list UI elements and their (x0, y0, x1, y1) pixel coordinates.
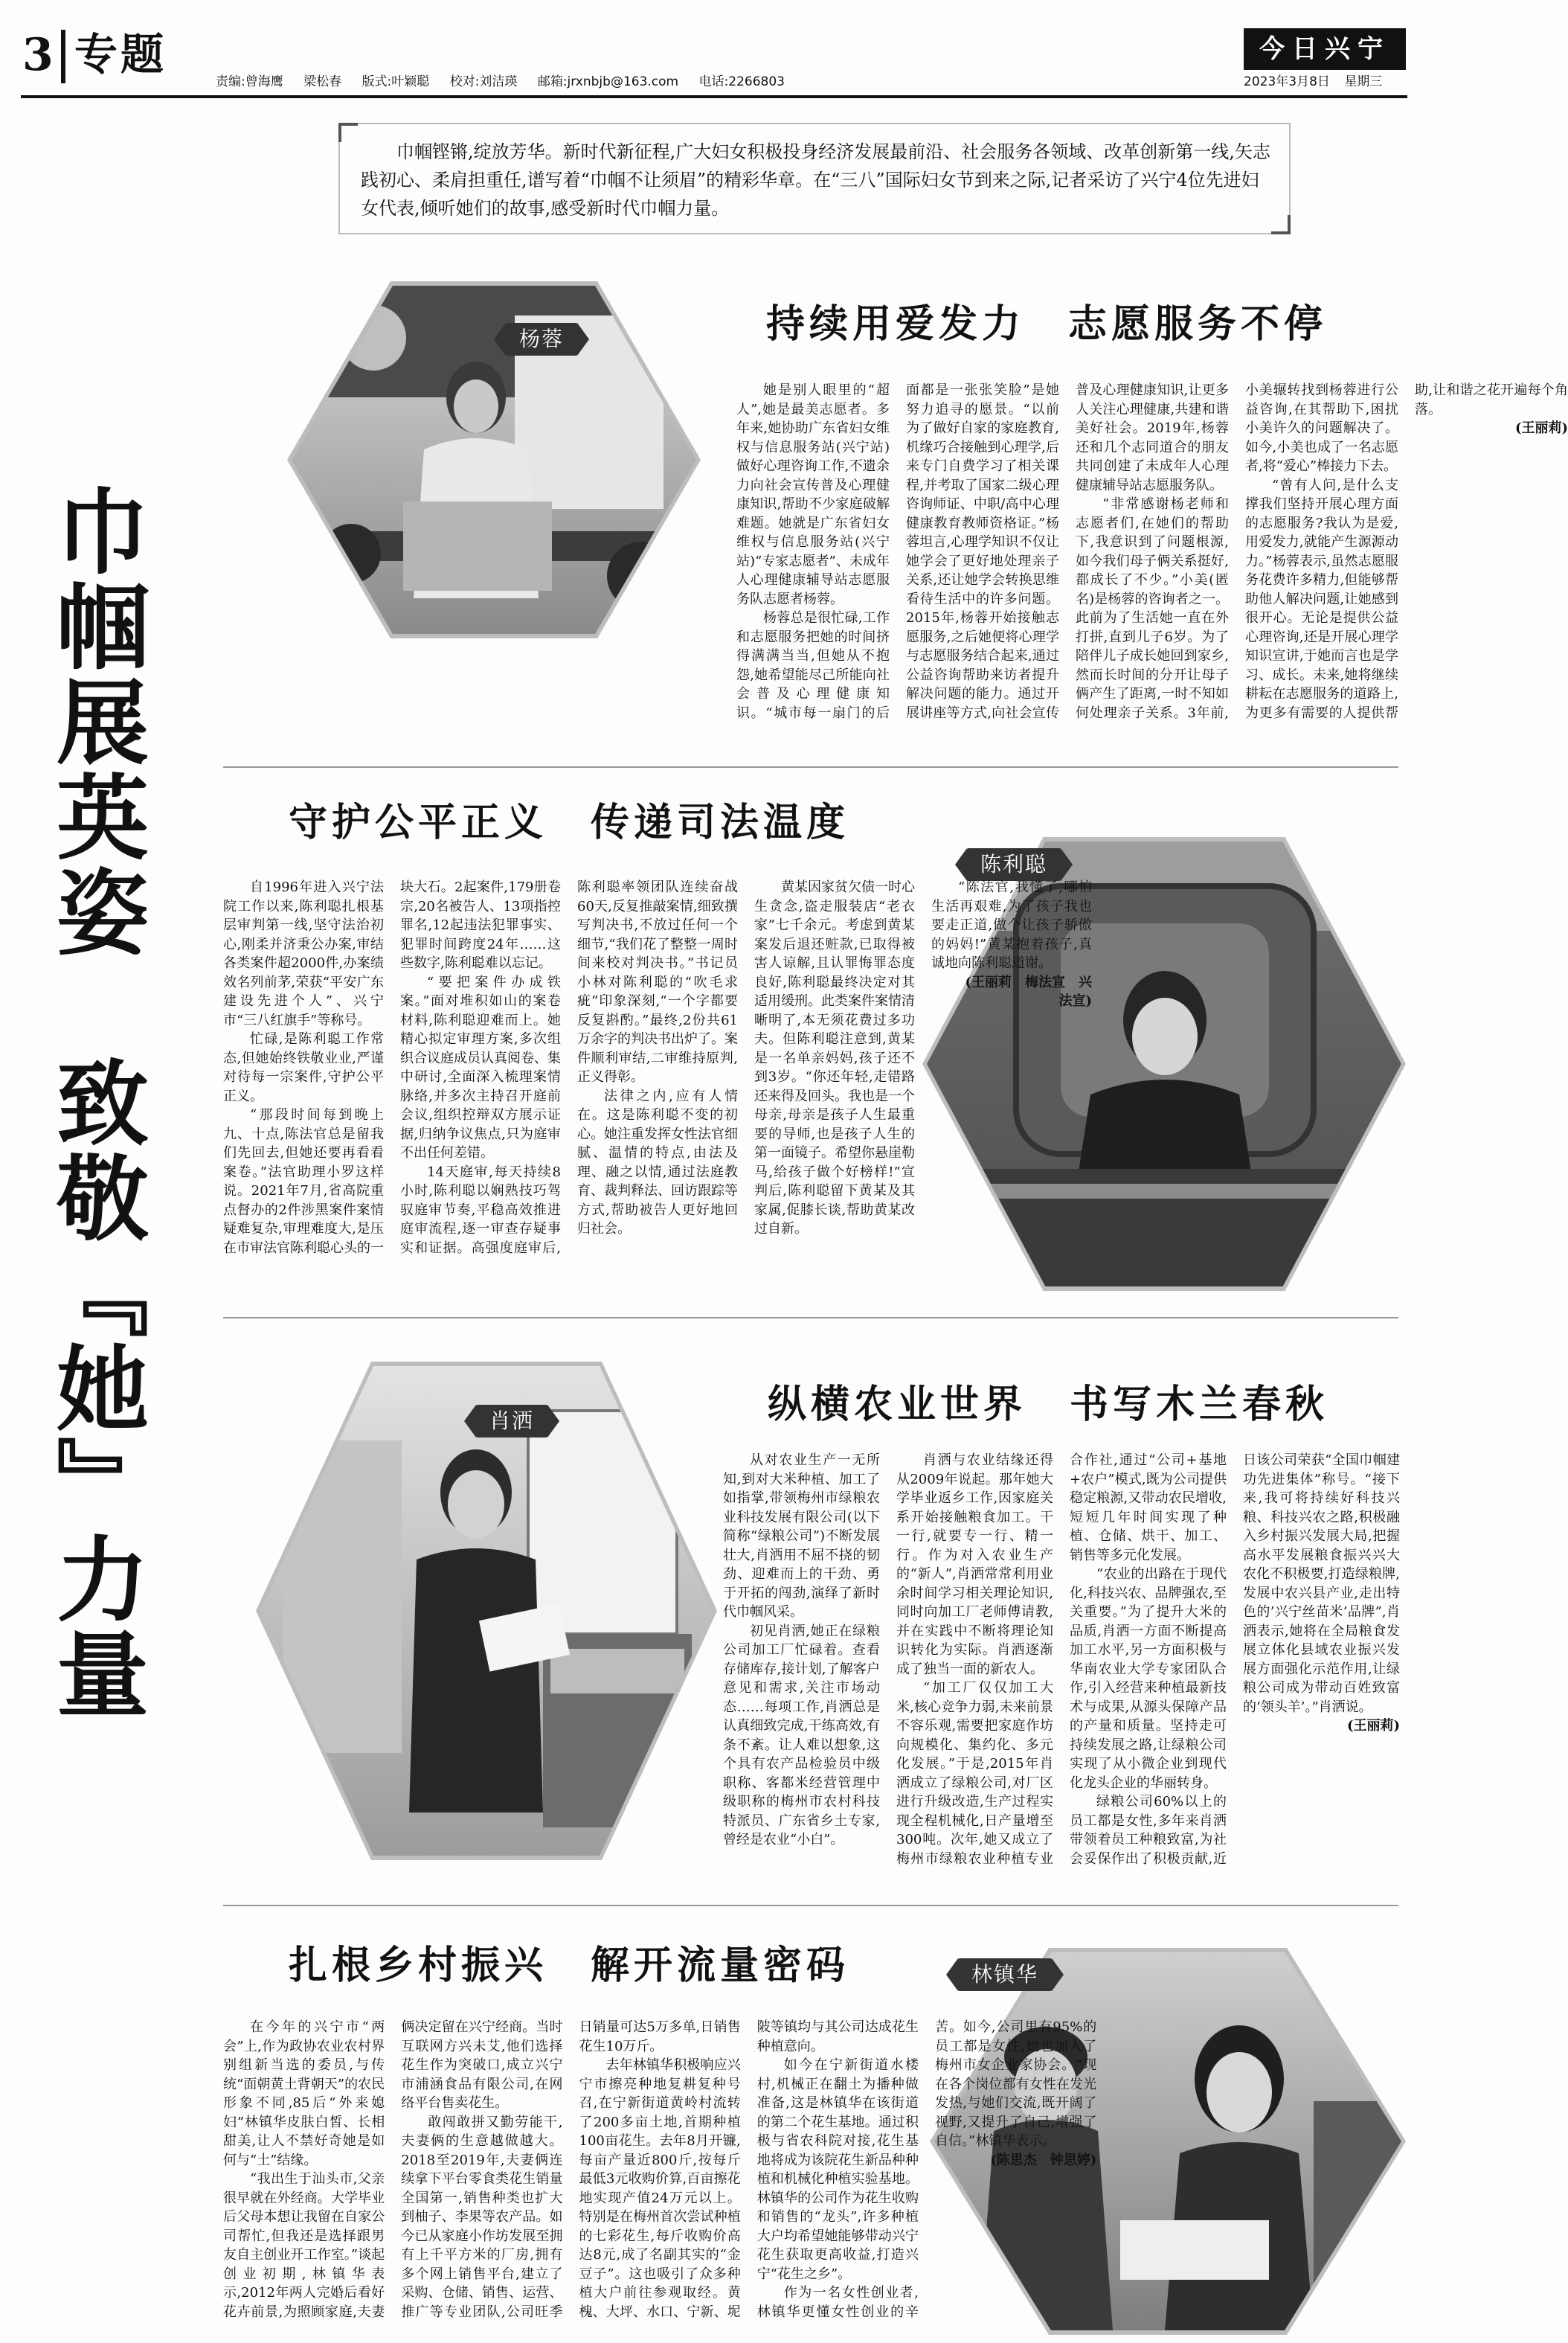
paragraph: 敢闯敢拼又勤劳能干,夫妻俩的生意越做越大。2018至2019年,夫妻俩连续拿下平台零食类花生销量全国第一,销售种类也扩大到柚子、李果等农产品。如今已从家庭小作坊发展至拥有上千平方米的厂房,拥有多个网上销售平台,建立了采购、仓储、销售、运营、推广等专业团队,公司旺季日销量可达5万多单,日销售花生10万斤。 (401, 2019, 741, 2320)
credit-layout: 版式:叶颖聪 (362, 74, 430, 89)
warehouse-photo-icon (260, 1366, 713, 1856)
page-number: 3 (22, 29, 54, 81)
section-divider (223, 766, 1398, 768)
byline: (陈思杰 钟思婷) (990, 2152, 1097, 2168)
paragraph: “非常感谢杨老师和志愿者们,在她们的帮助下,我意识到了问题根源,如今我们母子俩关系挺好,都成长了不少。”小美(匿名)是杨蓉的咨询者之一。此前为了生活她一直在外打拼,直到儿子6岁。为了陪伴儿子成长她回到家乡,然而长时间的分开让母子俩产生了距离,一时不知如何处理亲子关系。3年前,小美辗转找到杨蓉进行公益咨询,在其帮助下,困扰小美许久的问题解决了。如今,小美也成了一名志愿者,将“爱心”棒接力下去。 (1076, 382, 1398, 721)
article-body (736, 381, 1568, 725)
name-tag-chenlicong: 陈利聪 (967, 848, 1061, 881)
section-divider (223, 1317, 1398, 1318)
paragraph: 初见肖洒,她正在绿粮公司加工厂忙碌着。查看存储库存,接计划,了解客户意见和需求,关注市场动态……每项工作,肖洒总是认真细致完成,干练高效,有条不紊。让人难以想象,这个具有农产品检验员中级职称、客都米经营管理中级职称的梅州市农村科技特派员、广东省乡土专家,曾经是农业“小白”。 (723, 1623, 880, 1847)
paragraph: 在今年的兴宁市“两会”上,作为政协农业农村界别组新当选的委员,与传统“面朝黄土背朝天”的农民形象不同,85后“外来媳妇”林镇华皮肤白皙、长相甜美,让人不禁好奇她是如何与“土”结缘。 (223, 2019, 385, 2168)
article-title: 守护公平正义 传递司法温度 (289, 800, 850, 845)
article-title: 持续用爱发力 志愿服务不停 (766, 301, 1328, 347)
page-number-divider (61, 30, 65, 83)
section-name: 专题 (74, 29, 167, 80)
paragraph: 绿粮公司60%以上的员工都是女性,多年来肖洒带领着员工种粮致富,为社会妥保作出了积极贡献,近日该公司荣获“全国巾帼建功先进集体”称号。“接下来,我可将持续好科技兴粮、科技兴农之路,积极融入乡村振兴发展大局,把握高水平发展粮食振兴兴大农化不积极要,打造绿粮牌,发展中农兴县产业,走出特色的’兴宁丝苗米’品牌”,肖洒表示,她将在全局粮食发展立体化县域农业振兴发展方面强化示范作用,让绿粮公司成为带动百姓致富的‘领头羊’。”肖洒说。 (1070, 1452, 1400, 1867)
issue-date (1244, 76, 1392, 89)
paragraph: “要把案件办成铁案。”面对堆积如山的案卷材料,陈利聪迎难而上。她精心拟定审理方案,多次组织合议庭成员认真阅卷、集中研讨,全面深入梳理案情脉络,并多次主持召开庭前会议,组织控辩双方展示证据,归纳争议焦点,只为庭审不出任何差错。 (400, 974, 561, 1161)
credit-proofread: 校对:刘洁瑛 (449, 74, 518, 89)
byline: (王丽莉 梅法宣 兴法宣) (965, 974, 1092, 1009)
intro-box (338, 123, 1291, 234)
main-title: 巾帼展英姿 致敬『她』力量 (41, 484, 149, 1722)
paragraph: 法律之内,应有人情在。这是陈利聪不变的初心。她注重发挥女性法官细腻、温情的特点,由法及理、融之以情,通过法庭教育、裁判释法、回访跟踪等方式,帮助被告人更好地回归社会。 (577, 1088, 738, 1237)
paragraph: 肖洒与农业结缘还得从2009年说起。那年她大学毕业返乡工作,因家庭关系开始接触粮食加工。干一行,就要专一行、精一行。作为对入农业生产的“新人”,肖洒常常利用业余时间学习相关理论知识,同时向加工厂老师傅请教,并在实践中不断将理论知识转化为实际。肖洒逐渐成了独当一面的新农人。 (896, 1452, 1053, 1677)
newspaper-logo: 今日兴宁 (1244, 28, 1406, 70)
paragraph: 从对农业生产一无所知,到对大米种植、加工了如指掌,带领梅州市绿粮农业科技发展有限公司(以下简称“绿粮公司”)不断发展壮大,肖洒用不屈不挠的韧劲、迎难而上的干劲、勇于开拓的闯劲,演绎了新时代巾帼风采。 (723, 1452, 880, 1620)
date-text: 2023年3月8日 (1244, 74, 1330, 89)
photo-xiaosa (260, 1366, 713, 1856)
paragraph: “曾有人问,是什么支撑我们坚持开展心理方面的志愿服务?我认为是爱,用爱发力,就能产生源源动力。”杨蓉表示,虽然志愿服务花费许多精力,但能够帮助他人解决问题,让她感到很开心。无论是提供公益心理咨询,还是开展心理学知识宣讲,于她而言也是学习、成长。未来,她将继续耕耘在志愿服务的道路上,为更多有需要的人提供帮助,让和谐之花开遍每个角落。 (1245, 382, 1568, 721)
section-divider (223, 1905, 1398, 1906)
paragraph: 自1996年进入兴宁法院工作以来,陈利聪扎根基层审判第一线,坚守法治初心,刚柔并济秉公办案,审结各类案件超2000件,办案绩效名列前茅,荣获“平安广东建设先进个人”、兴宁市“三八红旗手”等称号。 (223, 879, 384, 1028)
intro-text: 巾帼铿锵,绽放芳华。新时代新征程,广大妇女积极投身经济发展最前沿、社会服务各领域、改革创新第一线,矢志践初心、柔肩担重任,谱写着“巾帼不让须眉”的精彩华章。在“三八”国际妇女节到来之际,记者采访了兴宁4位先进妇女代表,倾听她们的故事,感受新时代巾帼力量。 (361, 141, 1270, 219)
paragraph: 如今在宁新街道水楼村,机械正在翻土为播种做准备,这是林镇华在该街道的第二个花生基地。通过积极与省农科院对接,花生基地将成为该院花生新品种种植和机械化种植实验基地。林镇华的公司作为花生收购和销售的“龙头”,许多种植大户均希望她能够带动兴宁花生获取更高收益,打造兴宁“花生之乡”。 (756, 2057, 919, 2282)
credit-email: 邮箱:jrxnbjb@163.com (537, 74, 679, 89)
header-rule (21, 95, 1407, 98)
credit-phone: 电话:2266803 (698, 74, 785, 89)
article-body (223, 2018, 1097, 2334)
article-body (723, 1451, 1400, 1882)
paragraph: “加工厂仅仅加工大米,核心竞争力弱,未来前景不容乐观,需要把家庭作坊向规模化、集约化、多元化发展。”于是,2015年肖洒成立了绿粮公司,对厂区进行升级改造,生产过程实现全程机械化,日产量增至300吨。次年,她又成立了梅州市绿粮农业种植专业合作社,通过“公司+基地+农户”模式,既为公司提供稳定粮源,又带动农民增收,短短几年时间实现了种植、仓储、烘干、加工、销售等多元化发展。 (896, 1452, 1227, 1867)
paragraph: “农业的出路在于现代化,科技兴农、品牌强农,至关重要。”为了提升大米的品质,肖洒一方面不断提高加工水平,另一方面积极与华南农业大学专家团队合作,引入经营来种植最新技术与成果,从源头保障产品的产量和质量。坚持走可持续发展之路,让绿粮公司实现了从小微企业到现代化龙头企业的华丽转身。 (1070, 1566, 1227, 1791)
paragraph: 黄某因家贫欠债一时心生贪念,盗走服装店“老衣家”七千余元。考虑到黄某案发后退还赃款,已取得被害人谅解,且认罪悔罪态度良好,陈利聪最终决定对其适用缓刑。此类案件案情清晰明了,本无须花费过多功夫。但陈利聪注意到,黄某是一名单亲妈妈,孩子还不到3岁。“你还年轻,走错路还来得及回头。我也是一个母亲,母亲是孩子人生最重要的导师,也是孩子人生的第一面镜子。希望你悬崖勒马,给孩子做个好榜样!”宣判后,陈利聪留下黄某及其家属,促膝长谈,帮助黄某改过自新。 (754, 879, 915, 1237)
byline: (王丽莉) (1514, 420, 1568, 436)
paragraph: 她是别人眼里的“超人”,她是最美志愿者。多年来,她协助广东省妇女维权与信息服务站(兴宁站)做好心理咨询工作,不遗余力向社会宣传普及心理健康知识,帮助不少家庭破解难题。她就是广东省妇女维权与信息服务站(兴宁站)“专家志愿者”、未成年人心理健康辅导站志愿服务队志愿者杨蓉。 (736, 382, 890, 607)
name-tag-linzhenhua: 林镇华 (958, 1958, 1052, 1991)
paragraph: “我出生于汕头市,父亲很早就在外经商。大学毕业后父母本想让我留在自家公司帮忙,但我还是选择跟男友自主创业开工作室。”谈起创业初期,林镇华表示,2012年两人完婚后看好花卉前景,为照顾家庭,夫妻俩决定留在兴宁经商。当时互联网方兴未艾,他们选择花生作为突破口,成立兴宁市浦涵食品有限公司,在网络平台售卖花生。 (223, 2019, 563, 2320)
paragraph: 忙碌,是陈利聪工作常态,但她始终铁敬业业,严谨对待每一宗案件,守护公平正义。 (223, 1031, 384, 1104)
credit-editor-2: 梁松春 (303, 74, 342, 89)
paragraph: 作为一名女性创业者,林镇华更懂女性创业的辛苦。如今,公司里有95%的员工都是女性,她也加入了梅州市女企业家协会。“现在各个岗位都有女性在发光发热,与她们交流,既开阔了视野,又提升了自己,增强了自信。”林镇华表示。 (756, 2019, 1097, 2320)
editor-credits (216, 76, 801, 89)
weekday-text: 星期三 (1344, 74, 1383, 89)
paragraph: 去年林镇华积极响应兴宁市擦亮种地复耕复种号召,在宁新街道黄岭村流转了200多亩土地,首期种植100亩花生。去年8月开镰,每亩产量近800斤,按每斤最低3元收购价算,百亩擦花地实现产值24万元以上。特别是在梅州首次尝试种植的七彩花生,每斤收购价高达8元,成了名副其实的“金豆子”。这也吸引了众多种植大户前往参观取经。黄槐、大坪、水口、宁新、坭陂等镇均与其公司达成花生种植意向。 (579, 2019, 919, 2320)
paragraph: 14天庭审,每天持续8小时,陈利聪以娴熟技巧驾驭庭审节奏,平稳高效推进庭审流程,逐一审查存疑事实和证据。高强度庭审后,陈利聪率领团队连续奋战60天,反复推敲案情,细致撰写判决书,不放过任何一个细节,“我们花了整整一周时间来校对判决书。”书记员小林对陈利聪的“吹毛求疵”印象深刻,“一个字都要反复斟酌。”最终,2份共61万余字的判决书出炉了。案件顺利审结,二审维持原判,正义得彰。 (400, 879, 738, 1256)
article-body (223, 878, 1092, 1276)
credit-editor: 责编:曾海鹰 (216, 74, 283, 89)
paragraph: 杨蓉总是很忙碌,工作和志愿服务把她的时间挤得满满当当,但她从不抱怨,她希望能尽己所能向社会普及心理健康知识。“城市每一扇门的后面都是一张张笑脸”是她努力追寻的愿景。“以前为了做好自家的家庭教育,机缘巧合接触到心理学,后来专门自费学习了相关课程,并考取了国家二级心理咨询师证、中职/高中心理健康教育教师资格证。”杨蓉坦言,心理学知识不仅让她学会了更好地处理亲子关系,还让她学会转换思维看待生活中的许多问题。2015年,杨蓉开始接触志愿服务,之后她便将心理学与志愿服务结合起来,通过公益咨询帮助来访者提升解决问题的能力。通过开展讲座等方式,向社会宣传普及心理健康知识,让更多人关注心理健康,共建和谐美好社会。2019年,杨蓉还和几个志同道合的朋友共同创建了未成年人心理健康辅导站志愿服务队。 (736, 382, 1229, 721)
article-title: 扎根乡村振兴 解开流量密码 (289, 1943, 850, 1988)
paragraph: “那段时间每到晚上九、十点,陈法官总是留我们先回去,但她还要再看看案卷。”法官助理小罗这样说。2021年7月,省高院重点督办的2件涉黑案件案情疑难复杂,审理难度大,是压在市审法官陈利聪心头的一块大石。2起案件,179册卷宗,20名被告人、13项指控罪名,12起违法犯罪事实、犯罪时间跨度24年……这些数字,陈利聪难以忘记。 (223, 879, 561, 1256)
name-tag-yangrong: 杨蓉 (506, 323, 577, 356)
name-tag-xiaosa: 肖洒 (476, 1405, 547, 1437)
byline: (王丽莉) (1346, 1718, 1400, 1734)
article-title: 纵横农业世界 书写木兰春秋 (768, 1382, 1329, 1427)
paragraph: “陈法官,我懂了,哪怕生活再艰难,为了孩子我也要走正道,做个让孩子骄傲的妈妈!”黄某抱着孩子,真诚地向陈利聪道谢。 (931, 879, 1092, 971)
page-header (0, 0, 1428, 97)
